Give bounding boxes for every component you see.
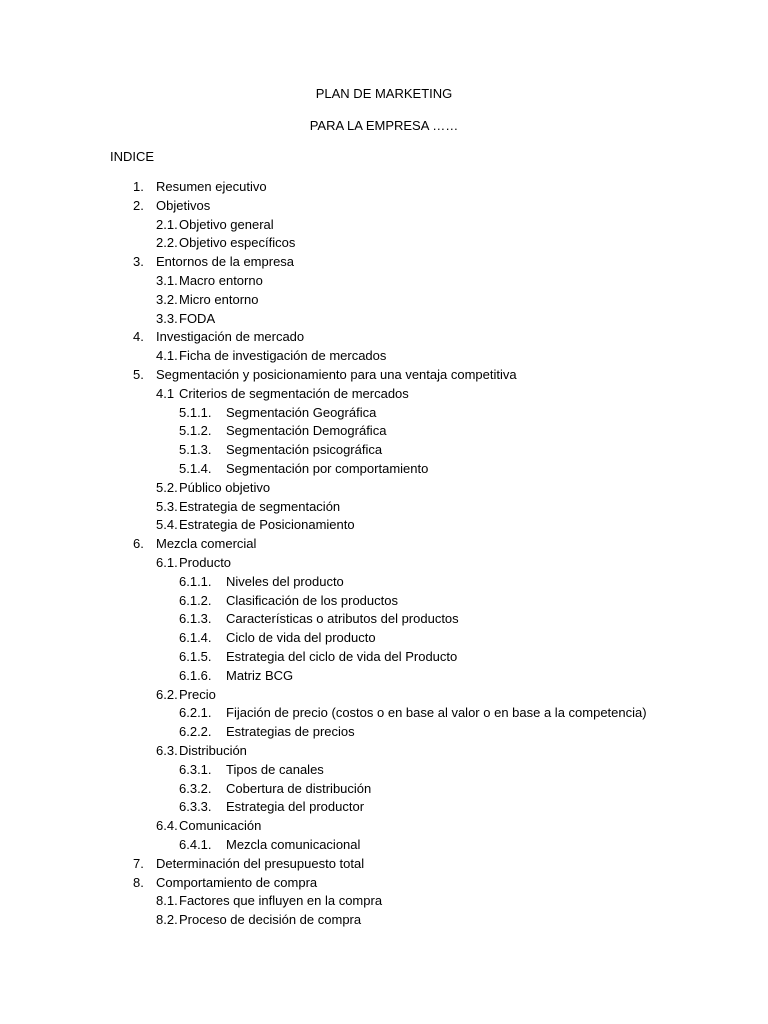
toc-entry-number: 6.2. <box>156 686 178 702</box>
toc-entry-number: 5.4. <box>156 517 178 533</box>
toc-entry-number: 2.2. <box>156 235 178 251</box>
toc-entry-number: 3.3. <box>156 310 178 326</box>
toc-entry-text: Comportamiento de compra <box>156 874 318 890</box>
toc-entry-number: 2.1. <box>156 216 178 232</box>
toc-entry-text: Objetivos <box>156 197 211 213</box>
toc-entry-text: Niveles del producto <box>226 573 344 589</box>
toc-entry-text: Matriz BCG <box>226 667 294 683</box>
toc-entry-text: Factores que influyen en la compra <box>179 893 383 909</box>
toc-entry-text: Estrategia del productor <box>226 799 365 815</box>
toc-entry-text: Comunicación <box>179 818 262 834</box>
toc-entry-number: 3. <box>133 254 144 270</box>
toc-entry-text: Clasificación de los productos <box>226 592 398 608</box>
toc-entry-number: 6.3.2. <box>179 780 212 796</box>
toc-entry-text: Público objetivo <box>179 479 271 495</box>
toc-entry-number: 8. <box>133 874 144 890</box>
toc-entry-text: Características o atributos del productos <box>226 611 459 627</box>
toc-entry-text: Segmentación y posicionamiento para una ventaja competitiva <box>156 367 517 382</box>
toc-entry-number: 6. <box>133 536 144 552</box>
toc-entry-text: Segmentación Demográfica <box>226 423 387 439</box>
toc-entry-text: Fijación de precio (costos o en base al valor o en base a la competencia) <box>226 705 647 721</box>
toc-entry-text: Estrategias de precios <box>226 724 355 740</box>
toc-entry-number: 6.1. <box>156 555 178 570</box>
toc-entry-text: Mezcla comunicacional <box>226 837 361 852</box>
toc-entry-number: 6.3.3. <box>179 799 212 815</box>
toc-entry-number: 4.1 <box>156 385 175 401</box>
toc-entry-text: Estrategia del ciclo de vida del Producto <box>226 649 458 664</box>
toc-entry-text: Segmentación por comportamiento <box>226 461 429 476</box>
toc-entry-number: 6.4. <box>156 818 178 834</box>
toc-entry-text: Objetivo específicos <box>179 235 296 251</box>
toc-entry-text: Tipos de canales <box>226 761 324 777</box>
toc-entry-number: 5.1.2. <box>179 423 212 439</box>
toc-entry-number: 2. <box>133 197 144 213</box>
toc-entry-text: Objetivo general <box>179 216 274 232</box>
toc-entry-number: 5.1.1. <box>179 404 212 420</box>
toc-entry-number: 5.1.3. <box>179 442 212 458</box>
toc-entry-number: 6.1.3. <box>179 611 212 627</box>
toc-entry-text: Distribución <box>179 743 247 758</box>
toc-entry-text: Resumen ejecutivo <box>156 179 267 194</box>
toc-entry-text: Micro entorno <box>179 291 259 307</box>
toc-entry-text: Investigación de mercado <box>156 329 305 345</box>
toc-entry-text: Producto <box>179 555 232 570</box>
toc-entry-text: Entornos de la empresa <box>156 254 295 270</box>
toc-entry-number: 6.1.2. <box>179 592 212 608</box>
toc-entry-number: 6.1.1. <box>179 573 212 589</box>
toc-entry-text: Ciclo de vida del producto <box>226 630 376 646</box>
toc-entry-number: 6.1.5. <box>179 649 212 664</box>
toc-entry-number: 3.2. <box>156 291 178 307</box>
toc-entry-number: 5.2. <box>156 479 178 495</box>
toc-entry-text: Estrategia de Posicionamiento <box>179 517 355 533</box>
document-subtitle: PARA LA EMPRESA …… <box>309 118 459 133</box>
toc-entry-text: Estrategia de segmentación <box>179 498 341 514</box>
toc-entry-number: 5. <box>133 367 144 382</box>
toc-entry-text: Cobertura de distribución <box>226 780 372 796</box>
toc-entry-text: FODA <box>179 310 216 326</box>
toc-entry-number: 8.2. <box>156 912 178 928</box>
toc-entry-text: Ficha de investigación de mercados <box>179 348 387 364</box>
toc-entry-number: 5.1.4. <box>179 461 212 476</box>
toc-entry-number: 7. <box>133 855 144 871</box>
toc-entry-number: 6.2.1. <box>179 705 212 721</box>
toc-entry-number: 4.1. <box>156 348 178 364</box>
toc-entry-number: 6.1.4. <box>179 630 212 646</box>
toc-entry-number: 6.4.1. <box>179 837 212 852</box>
toc-entry-number: 4. <box>133 329 144 345</box>
toc-entry-number: 6.3. <box>156 743 178 758</box>
toc-entry-text: Precio <box>179 686 216 702</box>
toc-entry-text: Segmentación psicográfica <box>226 442 383 458</box>
toc-entry-number: 6.2.2. <box>179 724 212 740</box>
toc-entry-text: Criterios de segmentación de mercados <box>179 385 409 401</box>
toc-entry-text: Segmentación Geográfica <box>226 404 377 420</box>
toc-entry-number: 6.3.1. <box>179 761 212 777</box>
toc-entry-number: 6.1.6. <box>179 667 212 683</box>
index-heading: INDICE <box>110 149 155 164</box>
toc-entry-text: Proceso de decisión de compra <box>179 912 362 928</box>
toc-entry-number: 3.1. <box>156 273 178 288</box>
toc-entry-number: 5.3. <box>156 498 178 514</box>
toc-entry-text: Determinación del presupuesto total <box>156 855 365 871</box>
document-title: PLAN DE MARKETING <box>315 86 453 101</box>
toc-entry-text: Mezcla comercial <box>156 536 257 552</box>
toc-entry-number: 8.1. <box>156 893 178 909</box>
toc-entry-number: 1. <box>133 179 144 194</box>
toc-entry-text: Macro entorno <box>179 273 263 288</box>
